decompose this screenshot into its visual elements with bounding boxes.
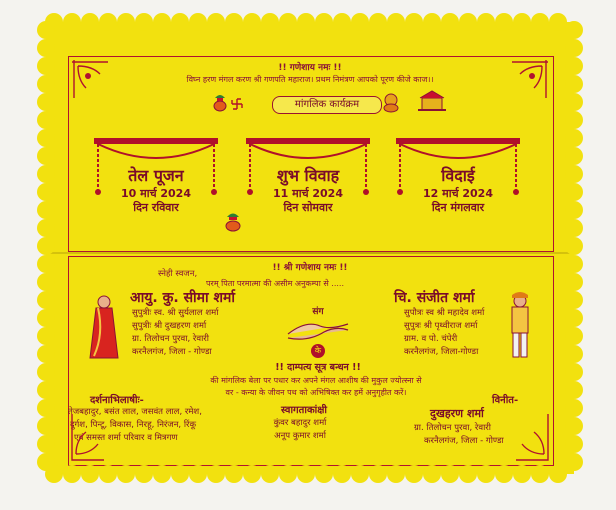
scallop-dot [565, 75, 583, 93]
scallop-dot [63, 13, 81, 31]
scallop-dot [37, 399, 55, 417]
scallop-dot [37, 327, 55, 345]
top-ganesh-line: !! गणेशाय नमः !! [278, 63, 342, 73]
scallop-dot [565, 381, 583, 399]
scallop-dot [333, 13, 351, 31]
scallop-dot [37, 75, 55, 93]
scallop-dot [565, 183, 583, 201]
groom-name: चि. संजीत शर्मा [394, 290, 475, 306]
scallop-dot [279, 465, 297, 483]
scallop-dot [351, 13, 369, 31]
darshan-title: दर्शनाभिलाषीः- [90, 395, 144, 406]
sang-label: संग [312, 307, 324, 317]
scallop-dot [565, 363, 583, 381]
scallop-dot [135, 465, 153, 483]
scallop-dot [565, 39, 583, 57]
vineet-name: दुखहरण शर्मा [430, 407, 484, 420]
scallop-dot [565, 129, 583, 147]
bride-line-4: करनैलगंज, जिला - गोण्डा [132, 347, 212, 357]
scallop-dot [37, 21, 55, 39]
scallop-dot [37, 111, 55, 129]
swastik-icon [231, 98, 243, 110]
scallop-dot [117, 13, 135, 31]
scallop-dot [565, 309, 583, 327]
event-day: दिन सोमवार [283, 201, 333, 214]
bride-line-1: सुपुत्रीः स्व. श्री सुर्यलाल शर्मा [132, 308, 219, 318]
kalash-icon-small [224, 212, 242, 232]
scallop-dot [477, 13, 495, 31]
invite-line-1: की मांगलिक बेला पर पधार कर अपने मंगल आशीष की मुकुल ज्योत्स्ना से [210, 376, 422, 385]
invite-line-2: वर - कन्या के जीवन पथ को अभिषिक्त कर हमें अनुगृहीत करें। [225, 388, 407, 397]
scallop-dot [405, 465, 423, 483]
vineet-line-2: करनैलगंज, जिला - गोण्डा [424, 436, 504, 446]
event-date: 11 मार्च 2024 [273, 187, 343, 200]
scallop-dot [153, 13, 171, 31]
scallop-dot [565, 57, 583, 75]
vineet-title: विनीत- [492, 395, 519, 406]
scallop-dot [565, 237, 583, 255]
scallop-dot [513, 465, 531, 483]
scallop-dot [297, 13, 315, 31]
scallop-dot [565, 111, 583, 129]
fold-line [46, 252, 574, 254]
scallop-dot [189, 465, 207, 483]
event-column [394, 138, 522, 224]
ganesh-icon [382, 92, 400, 112]
scallop-dot [315, 465, 333, 483]
scallop-dot [261, 13, 279, 31]
scallop-dot [37, 291, 55, 309]
scallop-dot [99, 465, 117, 483]
scallop-dot [441, 13, 459, 31]
scallop-dot [37, 219, 55, 237]
scallop-dot [37, 237, 55, 255]
scallop-dot [531, 13, 549, 31]
swagat-line-2: अनूप कुमार शर्मा [274, 431, 326, 441]
scallop-dot [333, 465, 351, 483]
scallop-dot [153, 465, 171, 483]
scallop-dot [171, 465, 189, 483]
scallop-dot [387, 13, 405, 31]
scallop-dot [351, 465, 369, 483]
scallop-dot [81, 13, 99, 31]
event-title: विदाई [441, 166, 475, 185]
event-column [244, 138, 372, 224]
event-title: शुभ विवाह [276, 166, 340, 185]
ke-badge: के [311, 344, 325, 358]
scallop-dot [549, 465, 567, 483]
scallop-dot [565, 93, 583, 111]
scallop-dot [369, 465, 387, 483]
groom-line-1: सुपौत्रः स्व श्री महादेव शर्मा [404, 308, 485, 318]
scallop-dot [565, 219, 583, 237]
scallop-dot [369, 13, 387, 31]
bandhan-line: !! दाम्पत्य सूत्र बन्धन !! [275, 362, 361, 373]
scallop-dot [513, 13, 531, 31]
scallop-dot [37, 165, 55, 183]
bride-line-2: सुपुत्रीः श्री दुखहरण शर्मा [132, 321, 207, 331]
scallop-dot [565, 291, 583, 309]
scallop-dot [565, 399, 583, 417]
scallop-dot [565, 147, 583, 165]
scallop-dot [37, 381, 55, 399]
bride-figure [86, 294, 122, 362]
scallop-dot [37, 435, 55, 453]
scallop-dot [459, 465, 477, 483]
groom-line-3: ग्राम. व पो. चंपेरी [404, 334, 458, 344]
scallop-dot [565, 417, 583, 435]
scallop-dot [243, 13, 261, 31]
scallop-dot [405, 13, 423, 31]
greeting: स्नेही स्वजन, [158, 269, 198, 279]
scallop-dot [315, 13, 333, 31]
swagat-title: स्वागताकांक्षी [281, 405, 327, 416]
scallop-dot [565, 345, 583, 363]
scallop-dot [37, 309, 55, 327]
scallop-dot [37, 255, 55, 273]
scallop-dot [565, 453, 583, 471]
bottom-left-corner-ornament [70, 414, 106, 462]
scallop-dot [531, 465, 549, 483]
scallop-dot [565, 165, 583, 183]
scallop-dot [37, 93, 55, 111]
scallop-dot [459, 13, 477, 31]
scallop-dot [477, 465, 495, 483]
scallop-dot [37, 345, 55, 363]
scallop-dot [37, 453, 55, 471]
scallop-dot [297, 465, 315, 483]
scallop-dot [279, 13, 297, 31]
scallop-dot [81, 465, 99, 483]
scallop-dot [37, 39, 55, 57]
scallop-dot [37, 363, 55, 381]
scallop-dot [495, 13, 513, 31]
vineet-line-1: ग्रा. तिलोचन पुरवा, रेवारी [414, 423, 491, 433]
scallop-dot [225, 465, 243, 483]
scallop-dot [37, 147, 55, 165]
scallop-dot [37, 273, 55, 291]
top-shloka: विघ्न हरण मंगल करण श्री गणपति महाराज। प्रथम निमंत्रण आपको पूरण कीजे काज।। [186, 75, 434, 84]
scallop-dot [565, 435, 583, 453]
scallop-dot [423, 465, 441, 483]
bride-line-3: ग्रा. तिलोचन पुरवा, रेवारी [132, 334, 209, 344]
darshan-line-2: दुर्गश, पिन्टू, विकास, निरहू, निरंजन, रिंकू [70, 420, 197, 430]
groom-line-2: सुपुत्रः श्री पृथ्वीराज शर्मा [404, 321, 478, 331]
event-date: 10 मार्च 2024 [121, 187, 191, 200]
kalash-icon [212, 94, 228, 112]
groom-line-4: करनैलगंज, जिला-गोण्डा [404, 347, 479, 357]
scallop-dot [387, 465, 405, 483]
mangalik-banner: मांगलिक कार्यक्रम [272, 96, 382, 114]
invitation-card [46, 22, 574, 474]
darshan-line-3: एवं समस्त शर्मा परिवार व मित्रगण [74, 433, 178, 443]
scallop-dot [441, 465, 459, 483]
event-title: तेल पूजन [128, 166, 184, 185]
event-day: दिन रविवार [133, 201, 179, 214]
joined-hands-icon [286, 316, 350, 344]
scallop-dot [189, 13, 207, 31]
scallop-dot [99, 13, 117, 31]
event-column [92, 138, 220, 224]
palanquin-icon [418, 90, 446, 114]
scallop-dot [243, 465, 261, 483]
darshan-line-1: तेजबहादुर, बसंत लाल, जसवंत लाल, रमेश, [68, 407, 202, 417]
scallop-dot [565, 327, 583, 345]
scallop-dot [423, 13, 441, 31]
scallop-dot [565, 255, 583, 273]
scallop-dot [207, 13, 225, 31]
scallop-dot [565, 273, 583, 291]
scallop-dot [261, 465, 279, 483]
scallop-dot [207, 465, 225, 483]
scallop-dot [37, 201, 55, 219]
scallop-dot [565, 201, 583, 219]
scallop-dot [495, 465, 513, 483]
bride-name: आयु. कु. सीमा शर्मा [130, 290, 236, 306]
scallop-dot [37, 129, 55, 147]
groom-figure [502, 292, 538, 362]
top-left-corner-ornament [72, 60, 110, 100]
scallop-dot [565, 21, 583, 39]
scallop-dot [117, 465, 135, 483]
scallop-dot [37, 57, 55, 75]
event-day: दिन मंगलवार [431, 201, 485, 214]
top-right-corner-ornament [510, 60, 548, 100]
scallop-dot [37, 417, 55, 435]
intro-line: परम् पिता परमात्मा की असीम अनुकम्पा से ..... [206, 279, 345, 288]
scallop-dot [37, 183, 55, 201]
event-date: 12 मार्च 2024 [423, 187, 493, 200]
scallop-dot [225, 13, 243, 31]
bottom-ganesh-line: !! श्री गणेशाय नमः !! [272, 263, 348, 273]
swagat-line-1: कुंवर बहादुर शर्मा [273, 418, 327, 428]
scallop-dot [63, 465, 81, 483]
bottom-right-corner-ornament [514, 414, 550, 462]
scallop-dot [135, 13, 153, 31]
scallop-dot [171, 13, 189, 31]
